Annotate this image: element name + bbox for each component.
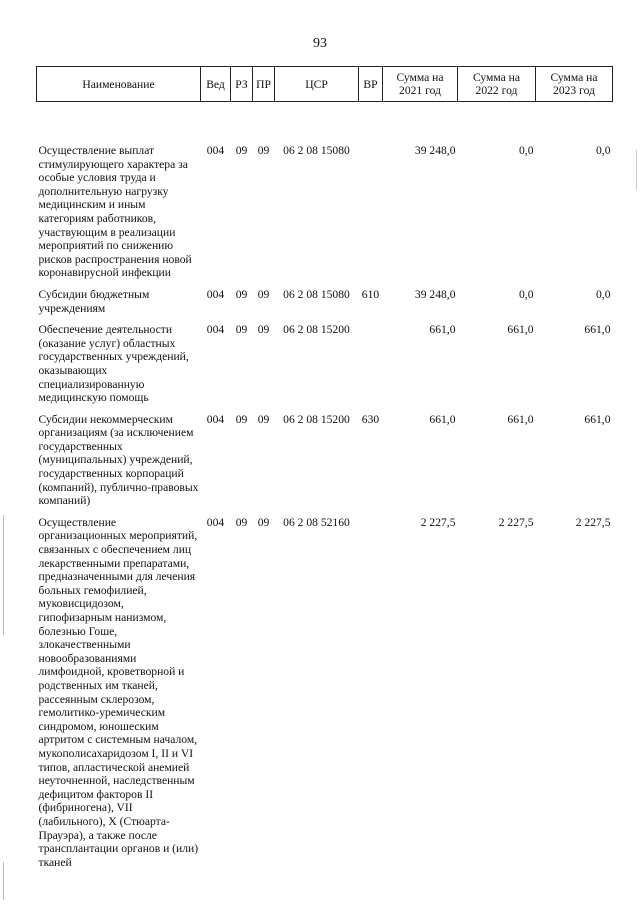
table-row <box>37 508 613 869</box>
row-sum-2021: 661,0 <box>429 412 456 426</box>
header-vr: ВР <box>359 67 383 102</box>
row-sum-2021: 39 248,0 <box>414 287 456 301</box>
row-pr: 09 <box>257 144 270 157</box>
row-sum-2021: 39 248,0 <box>414 144 456 157</box>
row-ved: 004 <box>206 144 225 157</box>
table-row <box>37 102 613 280</box>
row-sum-2023: 661,0 <box>584 323 611 337</box>
budget-table <box>36 66 613 869</box>
row-rz: 09 <box>235 515 248 529</box>
row-vr: 610 <box>361 287 380 301</box>
row-sum-2021: 2 227,5 <box>420 515 456 529</box>
row-sum-2023: 0,0 <box>596 287 611 301</box>
row-name: Обеспечение деятельности (оказание услуг) областных государственных учреждений, оказывающих специализированную медицинскую помощь <box>38 323 189 405</box>
row-sum-2021: 661,0 <box>429 323 456 337</box>
header-pr: ПР <box>253 67 275 102</box>
row-ved: 004 <box>206 287 225 301</box>
header-sum-2022: Сумма на 2022 год <box>458 67 536 102</box>
row-ved: 004 <box>206 412 225 426</box>
row-sum-2023: 661,0 <box>584 412 611 426</box>
row-name: Субсидии некоммерческим организациям (за исключением государственных (муниципальных) учреждений, государственных корпораций (компаний), публично-правовых компаний) <box>38 412 199 508</box>
row-csr: 06 2 08 15200 <box>283 412 350 426</box>
row-csr: 06 2 08 52160 <box>283 515 350 529</box>
table-header <box>37 67 613 102</box>
row-rz: 09 <box>235 412 248 426</box>
table-row <box>37 405 613 508</box>
table-body <box>37 102 613 870</box>
header-csr: ЦСР <box>275 67 359 102</box>
row-name: Осуществление организационных мероприятий, связанных с обеспечением лиц лекарственными препаратами, предназначенными для лечения больных гемофилией, муковисцидозом, гипофизарным нанизмом, болезнью Гоше, злокачественными новообразованиями лимфоидной, кроветворной и родственных им тканей, рассеянным склерозом, гемолитико-уремическим синдромом, юношеским артритом с системным началом, мукополисахаридозом I, II и VI типов, апластической анемией неуточненной, наследственным дефицитом факторов II (фибриногена), VII (лабильного), X (Стюарта-Прауэра), а также после трансплантации органов и (или) тканей <box>38 515 199 869</box>
row-sum-2023: 0,0 <box>596 144 611 157</box>
row-sum-2022: 0,0 <box>519 144 534 157</box>
row-pr: 09 <box>257 515 270 529</box>
row-name: Осуществление выплат стимулирующего характера за особые условия труда и дополнительную нагрузку медицинским и иным категориям работников, участвующим в реализации мероприятий по снижению рисков распространения новой коронавирусной инфекции <box>38 144 192 280</box>
row-sum-2022: 661,0 <box>507 323 534 337</box>
row-name: Субсидии бюджетным учреждениям <box>38 287 150 315</box>
row-csr: 06 2 08 15080 <box>283 287 350 301</box>
page-number: 93 <box>313 36 327 51</box>
table-row <box>37 315 613 405</box>
table-row <box>37 280 613 315</box>
header-rz: РЗ <box>231 67 253 102</box>
row-vr <box>359 315 383 405</box>
row-pr: 09 <box>257 412 270 426</box>
scan-edge-mark <box>3 515 4 635</box>
header-ved: Вед <box>201 67 231 102</box>
row-vr <box>359 102 383 280</box>
scan-edge-mark <box>3 862 4 900</box>
row-rz: 09 <box>235 287 248 301</box>
row-rz: 09 <box>235 323 248 337</box>
row-ved: 004 <box>206 323 225 337</box>
row-sum-2022: 2 227,5 <box>498 515 534 529</box>
header-sum-2023: Сумма на 2023 год <box>536 67 613 102</box>
row-sum-2023: 2 227,5 <box>575 515 611 529</box>
row-csr: 06 2 08 15200 <box>283 323 350 337</box>
header-sum-2021: Сумма на 2021 год <box>383 67 458 102</box>
row-sum-2022: 661,0 <box>507 412 534 426</box>
row-pr: 09 <box>257 323 270 337</box>
row-pr: 09 <box>257 287 270 301</box>
row-sum-2022: 0,0 <box>519 287 534 301</box>
row-rz: 09 <box>235 144 248 157</box>
header-name: Наименование <box>37 67 201 102</box>
scan-edge-mark <box>636 150 637 190</box>
row-csr: 06 2 08 15080 <box>283 144 350 157</box>
row-vr <box>359 508 383 869</box>
row-vr: 630 <box>361 412 380 426</box>
row-ved: 004 <box>206 515 225 529</box>
header-row <box>37 67 613 102</box>
